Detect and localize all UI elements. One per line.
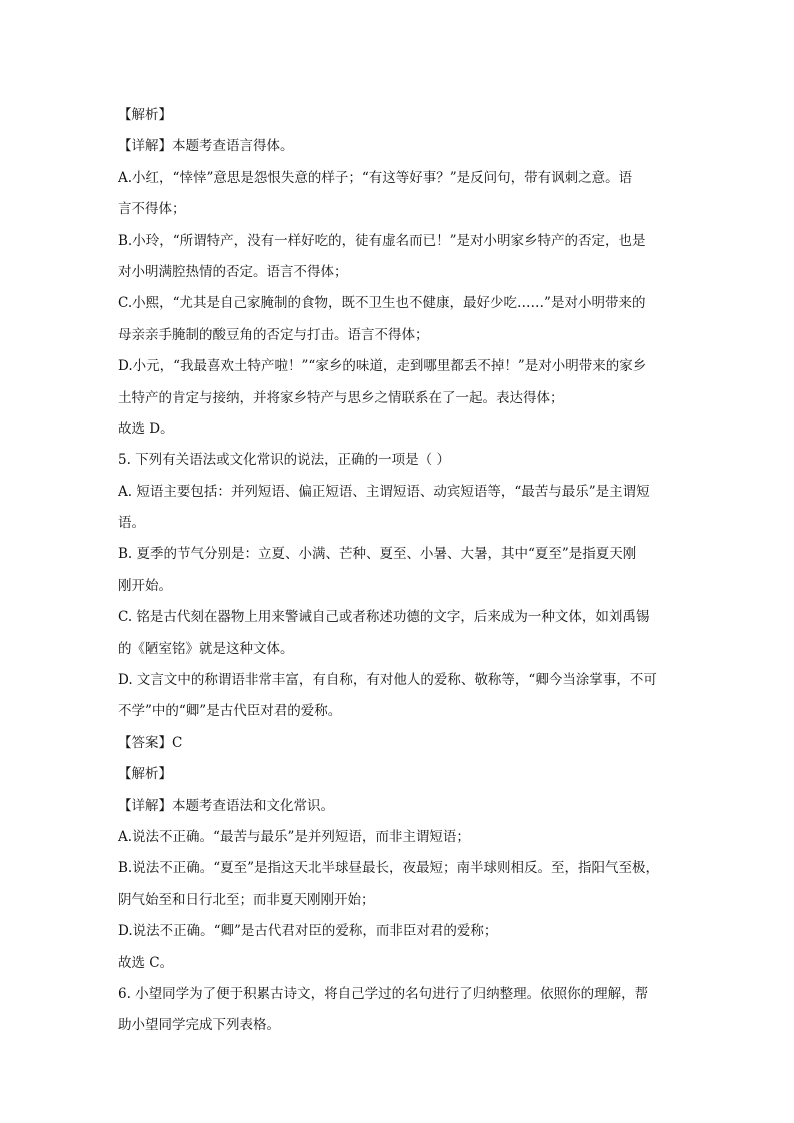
- section-heading-analysis-2: 【解析】: [118, 766, 172, 783]
- question-5-option-d: D. 文言文中的称谓语非常丰富，有自称，有对他人的爱称、敬称等，“卿今当涂掌事，不可: [118, 672, 657, 689]
- answer-line: 【答案】C: [118, 734, 183, 751]
- explanation-line-b-cont: 阴气始至和日行北至；而非夏天刚刚开始；: [118, 891, 375, 908]
- analysis-line-d-cont: 土特产的肯定与接纳，并将家乡特产与思乡之情联系在了一起。表达得体；: [118, 389, 564, 406]
- detail-intro-2: 【详解】本题考查语法和文化常识。: [118, 797, 334, 814]
- analysis-line-b: B.小玲，“所谓特产，没有一样好吃的，徒有虚名而已！”是对小明家乡特产的否定，也是: [118, 232, 646, 249]
- detail-intro: 【详解】本题考查语言得体。: [118, 138, 294, 155]
- section-heading-analysis: 【解析】: [118, 107, 172, 123]
- explanation-line-d: D.说法不正确。“卿”是古代君对臣的爱称，而非臣对君的爱称；: [118, 923, 498, 940]
- analysis-line-c-cont: 母亲亲手腌制的酸豆角的否定与打击。语言不得体；: [118, 326, 429, 343]
- question-5-stem: 5. 下列有关语法或文化常识的说法，正确的一项是（ ）: [118, 452, 450, 469]
- analysis-line-b-cont: 对小明满腔热情的否定。语言不得体；: [118, 263, 348, 280]
- question-5-option-b-cont: 刚开始。: [118, 577, 172, 594]
- conclusion-line: 故选 D。: [118, 420, 174, 437]
- analysis-line-c: C.小熙，“尤其是自己家腌制的食物，既不卫生也不健康，最好少吃……”是对小明带来的: [118, 295, 646, 312]
- conclusion-line-2: 故选 C。: [118, 954, 174, 971]
- explanation-line-a: A.说法不正确。“最苦与最乐”是并列短语，而非主谓短语；: [118, 828, 470, 845]
- question-6-stem-cont: 助小望同学完成下列表格。: [118, 1017, 280, 1034]
- analysis-line-d: D.小元，“我最喜欢土特产啦！”“家乡的味道，走到哪里都丢不掉！”是对小明带来的家乡: [118, 358, 647, 375]
- question-5-option-b: B. 夏季的节气分别是：立夏、小满、芒种、夏至、小暑、大暑，其中“夏至”是指夏天刚: [118, 546, 637, 563]
- analysis-line-a-cont: 言不得体；: [118, 201, 186, 218]
- question-5-option-c-cont: 的《陋室铭》就是这种文体。: [118, 640, 294, 657]
- question-6-stem: 6. 小望同学为了便于积累古诗文，将自己学过的名句进行了归纳整理。依照你的理解，帮: [118, 985, 649, 1002]
- question-5-option-c: C. 铭是古代刻在器物上用来警诫自己或者称述功德的文字，后来成为一种文体，如刘禹锡: [118, 609, 650, 626]
- explanation-line-b: B.说法不正确。“夏至”是指这天北半球昼最长，夜最短；南半球则相反。至，指阳气至极，: [118, 860, 660, 877]
- question-5-option-a-cont: 语。: [118, 515, 145, 532]
- analysis-line-a: A.小红，“悻悻”意思是怨恨失意的样子；“有这等好事？”是反问句，带有讽刺之意。语: [118, 169, 633, 186]
- question-5-option-a: A. 短语主要包括：并列短语、偏正短语、主谓短语、动宾短语等，“最苦与最乐”是主谓短: [118, 483, 650, 500]
- question-5-option-d-cont: 不学”中的“卿”是古代臣对君的爱称。: [118, 703, 342, 720]
